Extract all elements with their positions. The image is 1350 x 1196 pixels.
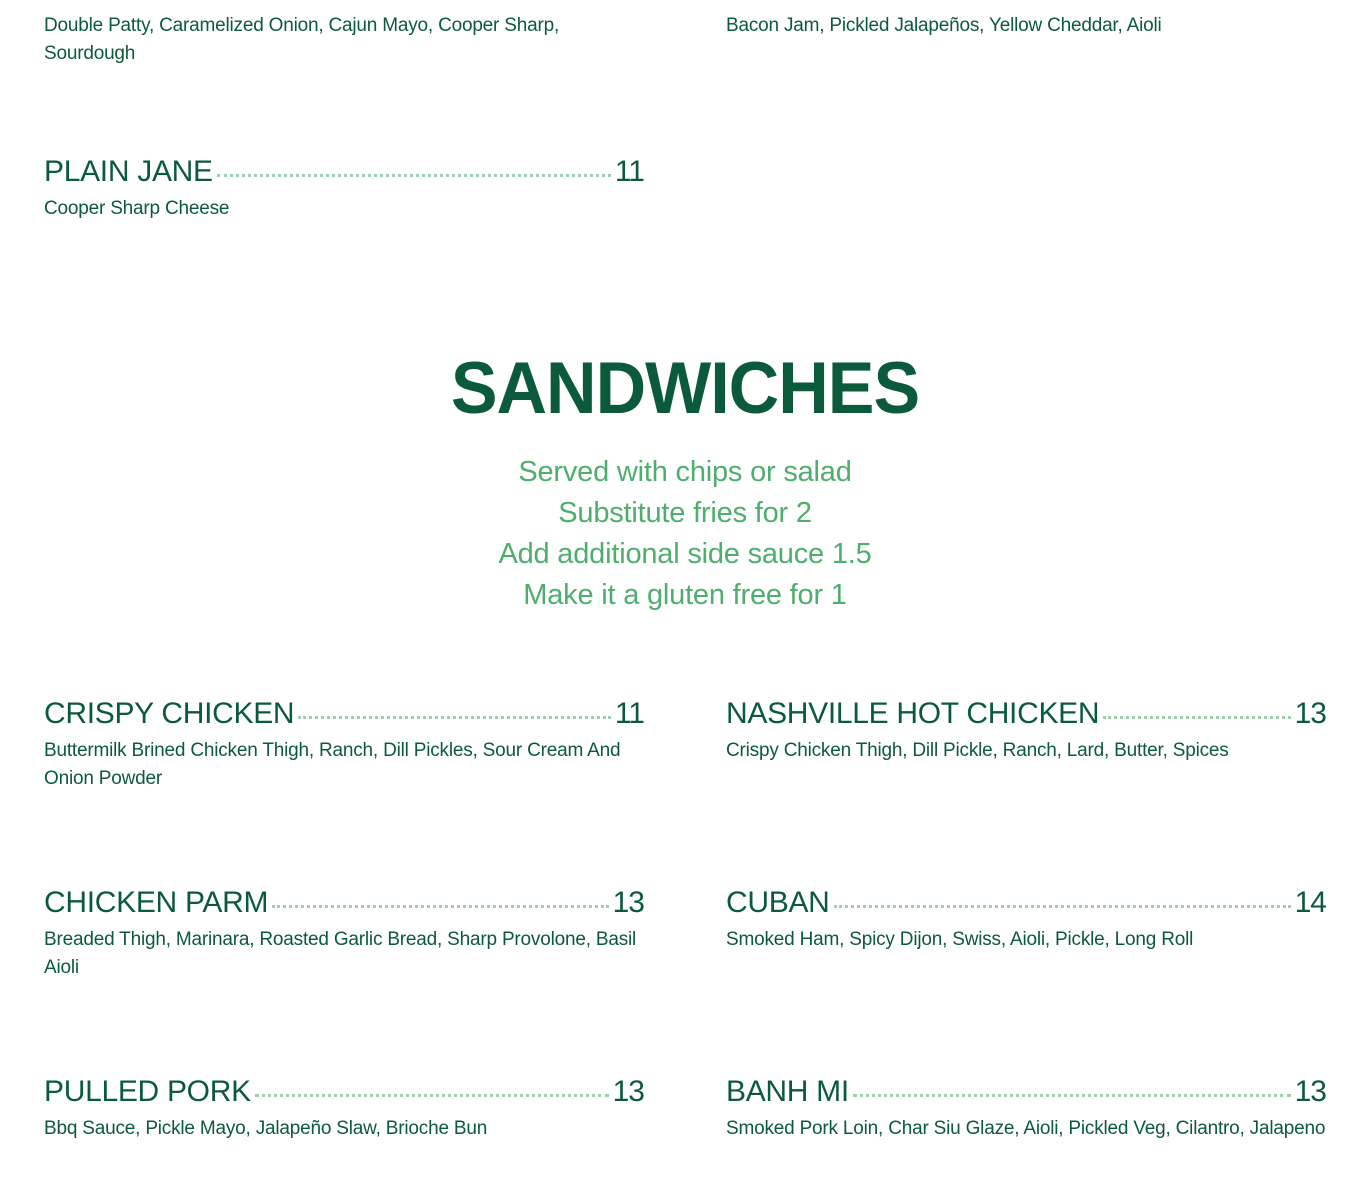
menu-item-description: Crispy Chicken Thigh, Dill Pickle, Ranch, Lard, Butter, Spices: [726, 740, 1229, 761]
dotted-leader: [834, 905, 1291, 908]
section-note: Substitute fries for 2: [558, 497, 812, 529]
menu-item-price: 13: [612, 1075, 644, 1108]
menu-item-description: Smoked Pork Loin, Char Siu Glaze, Aioli, Pickled Veg, Cilantro, Jalapeno: [726, 1118, 1326, 1139]
burger-description: Bacon Jam, Pickled Jalapeños, Yellow Cheddar, Aioli: [726, 15, 1162, 36]
menu-item-name: CRISPY CHICKEN: [44, 697, 295, 730]
menu-item-price: 13: [612, 886, 644, 919]
menu-item-name: PULLED PORK: [44, 1075, 251, 1108]
section-notes: [0, 452, 1350, 616]
menu-item-header: [726, 1074, 1326, 1110]
menu-item-nashville-hot-chicken: [726, 696, 1326, 765]
menu-item-crispy-chicken: [44, 696, 644, 793]
dotted-leader: [255, 1094, 609, 1097]
dotted-leader: [853, 1094, 1291, 1097]
menu-item-name: CUBAN: [726, 886, 830, 919]
menu-item-header: [44, 885, 644, 921]
dotted-leader: [298, 716, 611, 719]
menu-item-description: Buttermilk Brined Chicken Thigh, Ranch, Dill Pickles, Sour Cream And Onion Powder: [44, 740, 621, 789]
menu-item-description: Breaded Thigh, Marinara, Roasted Garlic Bread, Sharp Provolone, Basil Aioli: [44, 929, 637, 978]
burger-description: Double Patty, Caramelized Onion, Cajun Mayo, Cooper Sharp, Sourdough: [44, 15, 560, 64]
dotted-leader: [217, 174, 611, 177]
section-note: Served with chips or salad: [518, 456, 852, 488]
menu-item-price: 11: [614, 155, 644, 188]
section-title: SANDWICHES: [450, 347, 920, 429]
menu-item-header: [44, 1074, 644, 1110]
menu-item-price: 13: [1294, 1075, 1326, 1108]
menu-item-header: [44, 154, 644, 190]
menu-item-description: Bbq Sauce, Pickle Mayo, Jalapeño Slaw, Brioche Bun: [44, 1118, 488, 1139]
menu-item-description: Smoked Ham, Spicy Dijon, Swiss, Aioli, Pickle, Long Roll: [726, 929, 1194, 950]
section-note: Add additional side sauce 1.5: [498, 538, 872, 570]
dotted-leader: [272, 905, 608, 908]
menu-item-pulled-pork: [44, 1074, 644, 1143]
menu-item-cuban: [726, 885, 1326, 954]
menu-item-chicken-parm: [44, 885, 644, 982]
menu-item-plain-jane: [44, 154, 644, 223]
menu-item-name: BANH MI: [726, 1075, 849, 1108]
menu-item-header: [726, 696, 1326, 732]
menu-item-header: [44, 696, 644, 732]
menu-item-banh-mi: [726, 1074, 1326, 1143]
menu-item-price: 13: [1294, 697, 1326, 730]
menu-item-header: [726, 885, 1326, 921]
menu-item-price: 14: [1294, 886, 1326, 919]
menu-item-name: PLAIN JANE: [44, 155, 213, 188]
dotted-leader: [1103, 716, 1290, 719]
menu-item-price: 11: [614, 697, 644, 730]
menu-item-name: CHICKEN PARM: [44, 886, 269, 919]
menu-item-name: NASHVILLE HOT CHICKEN: [726, 697, 1100, 730]
section-note: Make it a gluten free for 1: [523, 579, 847, 611]
menu-item-description: Cooper Sharp Cheese: [44, 198, 230, 219]
